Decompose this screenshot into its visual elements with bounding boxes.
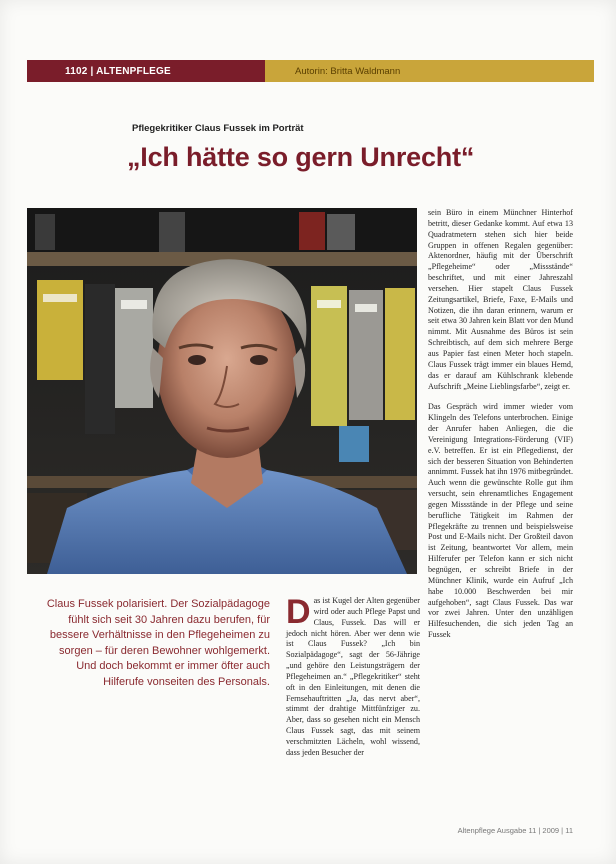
article-column-right xyxy=(428,208,573,641)
header-bar xyxy=(27,60,594,82)
body-paragraph: sein Büro in einem Münchner Hinterhof betritt, dieser Gedanke kommt. Auf etwa 13 Quadratmetern stehen sich hier beide Gruppen in offenen Regalen gegenüber: Aktenordner, häufig mit der Überschrift „Pflegeheime“ oder „Missstände“ beschriftet, und mit einer Jahreszahl versehen. Hier stapelt Claus Fussek Zeitungsartikel, Briefe, Faxe, E-Mails und Notizen, die ihn daran erinnern, warum er seit etwa 30 Jahren kein Blatt vor den Mund nimmt. Mit Ausnahme des Büros ist sein Schreibtisch, auf dem sich mehrere Berge aus Papier fast einen Meter hoch stapeln. Claus Fussek trägt immer ein blaues Hemd, das er darauf am Kühlschrank klebende Aufschrift „Meine Lieblingsfarbe“, zeigt er. xyxy=(428,208,573,391)
author-label: Autorin: Britta Waldmann xyxy=(265,60,594,82)
section-label: 1102 | ALTENPFLEGE xyxy=(27,60,265,82)
portrait-photo xyxy=(27,208,417,574)
article-kicker: Pflegekritiker Claus Fussek im Porträt xyxy=(132,123,304,134)
photo-caption: Claus Fussek polarisiert. Der Sozialpädagoge fühlt sich seit 30 Jahren dazu berufen, für bessere Verhältnisse in den Pflegeheimen zu sorgen – für deren Bewohner wohlgemerkt. Und doch bekommt er immer öfter auch Hilferufe vonseiten des Personals. xyxy=(46,598,270,688)
body-paragraph: Das Gespräch wird immer wieder vom Klingeln des Telefons unterbrochen. Einige der Anrufer haben Anliegen, die die Vereinigung Integrations-Förderung (VIF) e.V. betreffen. Er ist ein Pflegedienst, der sich der besseren Situation von Behinderten annimmt. Fussek hat ihn 1976 mitbegründet. Auch wenn die gewünschte Rolle gut ihm versucht, sein ehrenamtliches Engagement gegen Missstände in der Pflege und seine berufliche Tätigkeit im Rahmen der Pflegekräfte zu trennen und beispielsweise Post und E-Mails nicht. Der Großteil davon ist Zeitung, beantwortet Vor allem, mein Hilferufer per Telefon kann er sich nicht begnügen, er schreibt Briefe in der Münchner Klinik, wurde ein Aufruf „Ich habe 10.000 Beschwerden bei mir aufgehoben“, sagt Claus Fussek. Das war vor zwei Jahren. Unter den unzähligen Hilfesuchenden, die sich jeden Tag an Fussek xyxy=(428,402,573,640)
article-headline: „Ich hätte so gern Unrecht“ xyxy=(127,142,475,172)
page-footer: Altenpflege Ausgabe 11 | 2009 | 11 xyxy=(457,826,573,835)
drop-cap: D xyxy=(286,593,311,631)
body-paragraph: as ist Kugel der Alten gegenüber wird oder auch Pflege Papst und Claus, Fussek. Das will er jedoch nicht hören. Aber wer denn wie ist Claus Fussek? „Ich bin Sozialpädagoge“, sagt der 56-Jährige „und gehöre den Leistungsträgern der Pflegeheimen an.“ „Pflegekritiker“ steht oft in den Einleitungen, mit denen die Fernsehauftritten „Ja, das nervt aber“, stimmt der drahtige Mittfünfziger zu. Aber, dass so gesehen nicht ein Mensch Claus Fussek sagt, das mit seinem verschmitzten Lächeln, wohl wissend, dass jeden Besucher der xyxy=(286,596,420,757)
article-column-lower xyxy=(286,593,420,759)
